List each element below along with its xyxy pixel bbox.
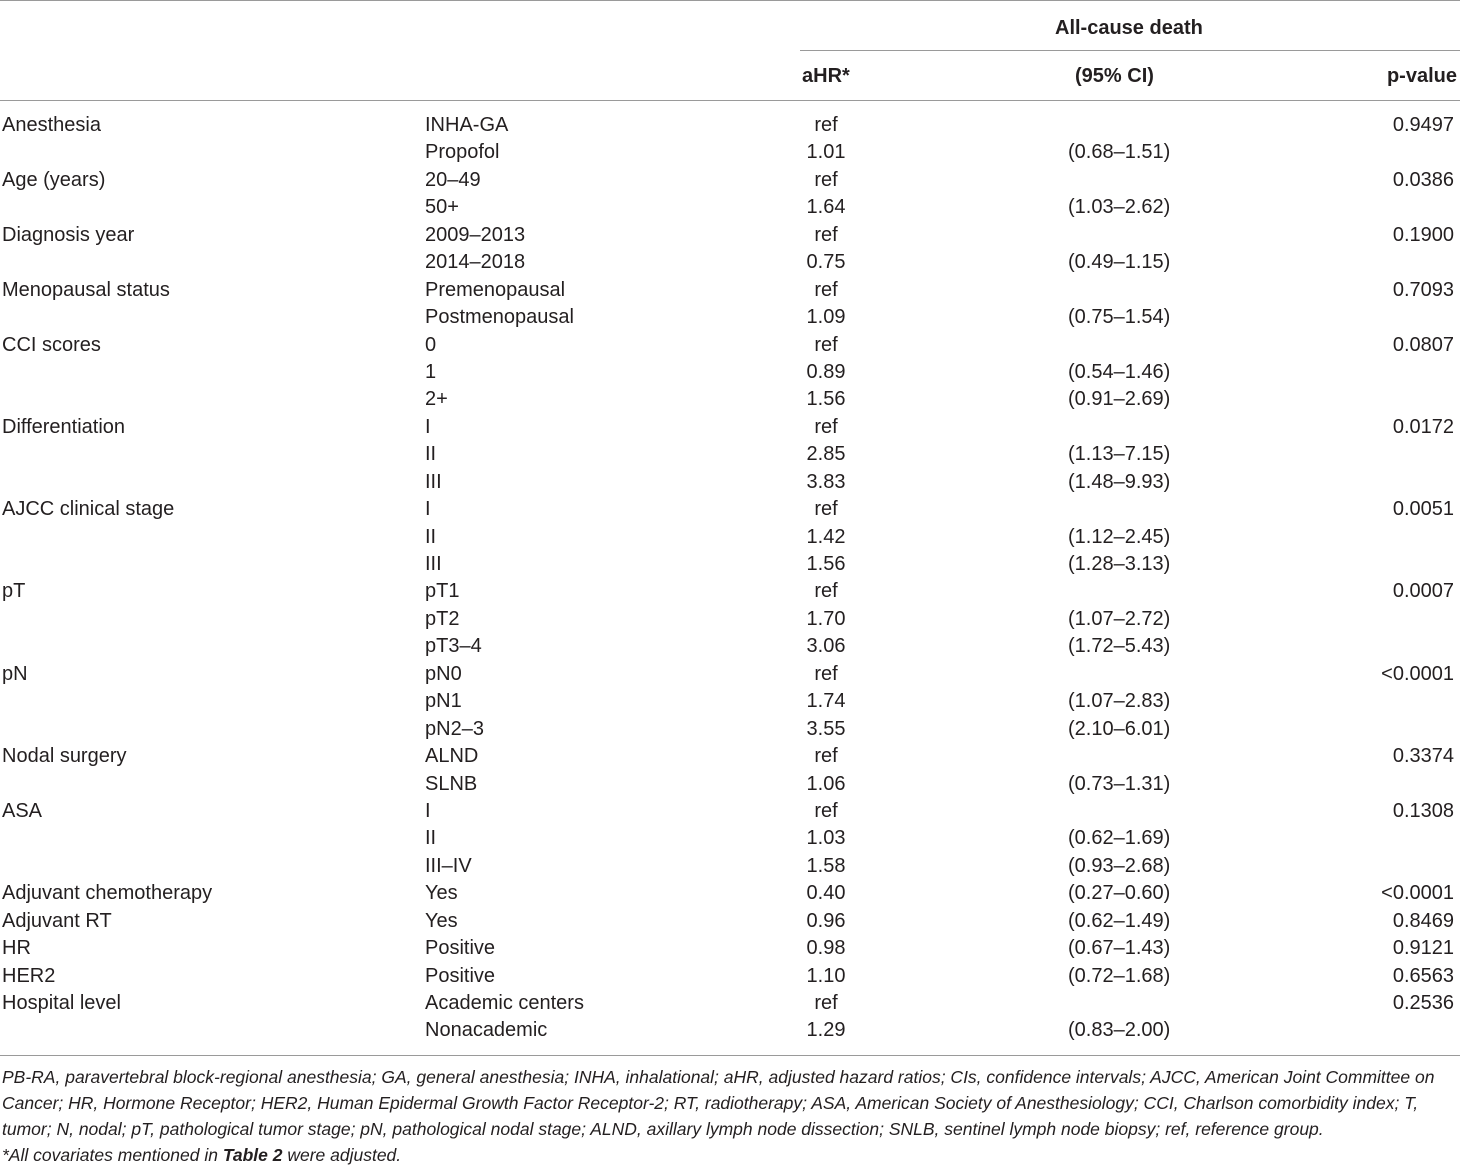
level-cell: Yes <box>425 882 458 905</box>
p-value-cell: 0.8469 <box>1392 909 1454 932</box>
table-row <box>0 825 1460 852</box>
table-row <box>0 194 1460 221</box>
ahr-value: 1.01 <box>806 141 846 164</box>
group-rule <box>800 50 1460 51</box>
ahr-value: ref <box>814 114 838 136</box>
p-value-cell: 0.2536 <box>1392 992 1454 1014</box>
covariate-cell: ASA <box>2 799 43 822</box>
column-header-ahr: aHR* <box>802 65 850 87</box>
table-row <box>0 606 1460 633</box>
table-row <box>0 332 1460 359</box>
covariate-cell: Menopausal status <box>2 278 170 301</box>
ci-cell: (0.62–1.69) <box>1068 827 1171 850</box>
ci-cell: (0.91–2.69) <box>1068 388 1171 411</box>
ahr-value: 0.40 <box>806 882 846 905</box>
level-cell: 1 <box>425 360 437 383</box>
covariate-cell: HR <box>2 937 31 960</box>
table-footnote <box>2 1064 1458 1168</box>
level-cell: INHA-GA <box>425 114 509 136</box>
ahr-value: 1.70 <box>806 607 846 630</box>
ahr-value: ref <box>814 992 838 1014</box>
level-cell: pN1 <box>425 690 462 713</box>
table-row <box>0 880 1460 907</box>
p-value-cell: 0.7093 <box>1392 278 1454 301</box>
level-cell: I <box>425 799 431 822</box>
level-cell: 2014–2018 <box>425 251 526 274</box>
ci-cell: (0.73–1.31) <box>1068 772 1171 795</box>
table-row <box>0 853 1460 880</box>
p-value-cell: 0.1900 <box>1392 223 1454 246</box>
level-cell: II <box>425 827 437 850</box>
level-cell: 0 <box>425 333 437 356</box>
table-row <box>0 441 1460 468</box>
table-row <box>0 359 1460 386</box>
level-cell: pN2–3 <box>425 717 484 740</box>
adjustment-note <box>2 1142 1458 1168</box>
ci-cell: (0.68–1.51) <box>1068 141 1171 164</box>
p-value-cell: <0.0001 <box>1381 882 1454 905</box>
level-cell: II <box>425 525 437 548</box>
ahr-value: 2.85 <box>806 443 846 466</box>
ahr-value: 1.74 <box>806 690 846 713</box>
ahr-value: 1.29 <box>806 1019 846 1042</box>
table-row <box>0 798 1460 825</box>
covariate-cell: HER2 <box>2 964 56 987</box>
ahr-value: ref <box>814 415 838 438</box>
covariate-cell: CCI scores <box>2 333 101 356</box>
table-body <box>0 112 1460 1045</box>
ci-cell: (1.07–2.72) <box>1068 607 1171 630</box>
table-row <box>0 304 1460 331</box>
ahr-value: ref <box>814 498 838 521</box>
table-row <box>0 688 1460 715</box>
ahr-value: 3.83 <box>806 470 846 493</box>
p-value-cell: 0.0051 <box>1392 498 1454 521</box>
table-row <box>0 167 1460 194</box>
table-row <box>0 112 1460 139</box>
ahr-value: 0.89 <box>806 360 846 383</box>
ci-cell: (0.49–1.15) <box>1068 251 1171 274</box>
level-cell: III <box>425 470 442 493</box>
p-value-cell: 0.0386 <box>1392 168 1454 191</box>
table-row <box>0 496 1460 523</box>
covariate-cell: pN <box>2 662 28 685</box>
top-rule <box>0 0 1460 1</box>
covariate-cell: pT <box>2 580 26 603</box>
ahr-value: 1.56 <box>806 553 846 575</box>
ahr-value: 0.98 <box>806 937 846 960</box>
ahr-value: 0.96 <box>806 909 846 932</box>
p-value-cell: 0.1308 <box>1392 799 1454 822</box>
p-value-cell: 0.0807 <box>1392 333 1454 356</box>
p-value-cell: 0.9497 <box>1392 114 1454 136</box>
level-cell: III–IV <box>425 854 472 877</box>
ci-cell: (0.75–1.54) <box>1068 306 1171 329</box>
level-cell: III <box>425 553 442 575</box>
table-row <box>0 908 1460 935</box>
table-row <box>0 633 1460 660</box>
table-row <box>0 578 1460 605</box>
level-cell: Premenopausal <box>425 278 566 301</box>
level-cell: 2+ <box>425 388 448 411</box>
ahr-value: ref <box>814 168 838 191</box>
ci-cell: (1.13–7.15) <box>1068 443 1171 466</box>
ci-cell: (1.72–5.43) <box>1068 635 1171 658</box>
covariate-cell: AJCC clinical stage <box>2 498 175 521</box>
level-cell: Yes <box>425 909 458 932</box>
level-cell: Postmenopausal <box>425 306 574 329</box>
level-cell: Academic centers <box>425 992 584 1014</box>
table-row <box>0 716 1460 743</box>
table-row <box>0 935 1460 962</box>
ahr-value: 1.03 <box>806 827 846 850</box>
ci-cell: (1.12–2.45) <box>1068 525 1171 548</box>
p-value-cell: 0.0172 <box>1392 415 1454 438</box>
level-cell: SLNB <box>425 772 478 795</box>
ci-cell: (0.83–2.00) <box>1068 1019 1171 1042</box>
table-reference: Table 2 <box>222 1145 283 1165</box>
ahr-value: 1.09 <box>806 306 846 329</box>
ci-cell: (0.93–2.68) <box>1068 854 1171 877</box>
ci-cell: (1.07–2.83) <box>1068 690 1171 713</box>
ci-cell: (1.48–9.93) <box>1068 470 1171 493</box>
level-cell: Propofol <box>425 141 500 164</box>
level-cell: Positive <box>425 964 496 987</box>
ahr-value: ref <box>814 223 838 246</box>
level-cell: 20–49 <box>425 168 481 191</box>
table-row <box>0 469 1460 496</box>
covariate-cell: Adjuvant RT <box>2 909 112 932</box>
level-cell: Positive <box>425 937 496 960</box>
covariate-cell: Anesthesia <box>2 114 101 136</box>
level-cell: 2009–2013 <box>425 223 526 246</box>
ci-cell: (1.28–3.13) <box>1068 553 1171 575</box>
ahr-value: 1.10 <box>806 964 846 987</box>
level-cell: 50+ <box>425 196 459 219</box>
ci-cell: (0.54–1.46) <box>1068 360 1171 383</box>
level-cell: pN0 <box>425 662 462 685</box>
ahr-value: 3.55 <box>806 717 846 740</box>
adjustment-note-prefix: *All covariates mentioned in <box>2 1145 223 1165</box>
table-row <box>0 222 1460 249</box>
ahr-value: ref <box>814 745 838 768</box>
level-cell: pT3–4 <box>425 635 482 658</box>
table-row <box>0 661 1460 688</box>
adjustment-note-suffix: were adjusted. <box>282 1145 402 1165</box>
level-cell: II <box>425 443 437 466</box>
table-row <box>0 524 1460 551</box>
ahr-value: 1.56 <box>806 388 846 411</box>
p-value-cell: <0.0001 <box>1381 662 1454 685</box>
table-row <box>0 414 1460 441</box>
table-bottom-rule <box>0 1055 1460 1056</box>
table-row <box>0 990 1460 1017</box>
group-header-all-cause-death: All-cause death <box>1055 17 1203 39</box>
table-row <box>0 249 1460 276</box>
table-row <box>0 386 1460 413</box>
abbreviations-note: PB-RA, paravertebral block-regional anesthesia; GA, general anesthesia; INHA, inhalational; aHR, adjusted hazard ratios; CIs, confidence intervals; AJCC, American Joint Committee on Cancer; HR, Hormone Receptor; HER2, Human Epidermal Growth Factor Receptor-2; RT, radiotherapy; ASA, American Society of Anesthesiology; CCI, Charlson comorbidity index; T, tumor; N, nodal; pT, pathological tumor stage; pN, pathological nodal stage; ALND, axillary lymph node dissection; SNLB, sentinel lymph node biopsy; ref, reference group. <box>2 1067 1435 1139</box>
ahr-value: 1.06 <box>806 772 846 795</box>
ahr-value: 0.75 <box>806 251 846 274</box>
ahr-value: 1.64 <box>806 196 846 219</box>
ci-cell: (0.62–1.49) <box>1068 909 1171 932</box>
covariate-cell: Age (years) <box>2 168 106 191</box>
covariate-cell: Adjuvant chemotherapy <box>2 882 213 905</box>
covariate-cell: Differentiation <box>2 415 126 438</box>
table-row <box>0 139 1460 166</box>
ahr-value: ref <box>814 278 838 301</box>
table-row <box>0 743 1460 770</box>
p-value-cell: 0.3374 <box>1392 745 1454 768</box>
ahr-value: 1.58 <box>806 854 846 877</box>
column-header-ci: (95% CI) <box>1075 65 1154 87</box>
level-cell: pT2 <box>425 607 460 630</box>
ahr-value: ref <box>814 333 838 356</box>
table-row <box>0 277 1460 304</box>
ahr-value: 1.42 <box>806 525 846 548</box>
covariate-cell: Nodal surgery <box>2 745 127 768</box>
table-row <box>0 551 1460 578</box>
table-row <box>0 1017 1460 1044</box>
ahr-value: ref <box>814 799 838 822</box>
table-row <box>0 771 1460 798</box>
ci-cell: (2.10–6.01) <box>1068 717 1171 740</box>
covariate-cell: Hospital level <box>2 992 121 1014</box>
column-header-p-value: p-value <box>1386 65 1457 87</box>
ci-cell: (0.27–0.60) <box>1068 882 1171 905</box>
ci-cell: (1.03–2.62) <box>1068 196 1171 219</box>
ahr-value: ref <box>814 662 838 685</box>
ci-cell: (0.67–1.43) <box>1068 937 1171 960</box>
table-row <box>0 963 1460 990</box>
ahr-value: ref <box>814 580 838 603</box>
level-cell: ALND <box>425 745 479 768</box>
p-value-cell: 0.6563 <box>1392 964 1454 987</box>
ci-cell: (0.72–1.68) <box>1068 964 1171 987</box>
covariate-cell: Diagnosis year <box>2 223 135 246</box>
ahr-value: 3.06 <box>806 635 846 658</box>
level-cell: pT1 <box>425 580 460 603</box>
level-cell: I <box>425 415 431 438</box>
p-value-cell: 0.0007 <box>1392 580 1454 603</box>
level-cell: Nonacademic <box>425 1019 548 1042</box>
p-value-cell: 0.9121 <box>1392 937 1454 960</box>
level-cell: I <box>425 498 431 521</box>
header-bottom-rule <box>0 100 1460 101</box>
